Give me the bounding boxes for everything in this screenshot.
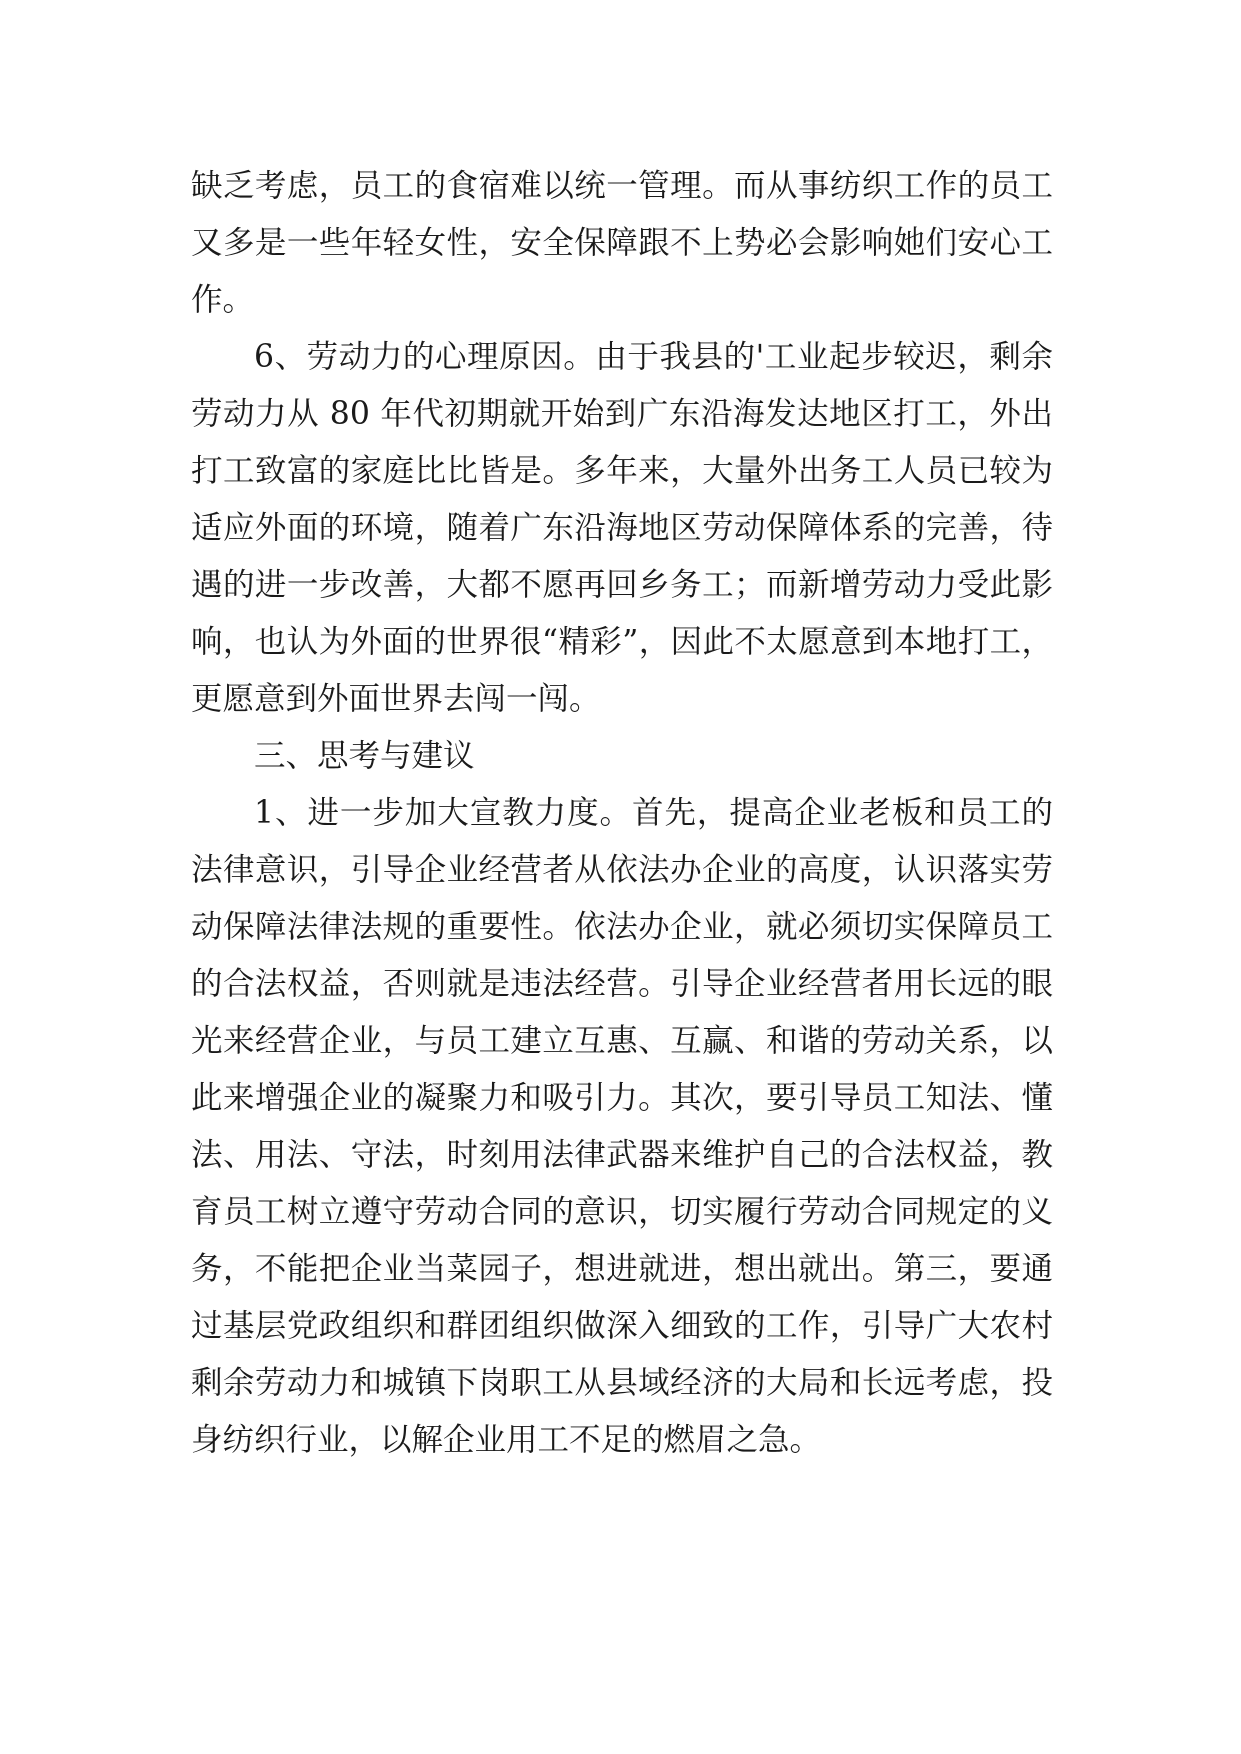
document-body: [191, 158, 1053, 1469]
section-heading: 三、思考与建议: [254, 738, 475, 774]
paragraph-labor-psychology: 6、劳动力的心理原因。由于我县的'工业起步较迟，剩余劳动力从 80 年代初期就开始到广东沿海发达地区打工，外出打工致富的家庭比比皆是。多年来，大量外出务工人员已较为适应外面的环境，随着广东沿海地区劳动保障体系的完善，待遇的进一步改善，大都不愿再回乡务工；而新增劳动力受此影响，也认为外面的世界很“精彩”，因此不太愿意到本地打工，更愿意到外面世界去闯一闯。: [191, 339, 1053, 717]
paragraph-education-promotion: 1、进一步加大宣教力度。首先，提高企业老板和员工的法律意识，引导企业经营者从依法办企业的高度，认识落实劳动保障法律法规的重要性。依法办企业，就必须切实保障员工的合法权益，否则就是违法经营。引导企业经营者用长远的眼光来经营企业，与员工建立互惠、互赢、和谐的劳动关系，以此来增强企业的凝聚力和吸引力。其次，要引导员工知法、懂法、用法、守法，时刻用法律武器来维护自己的合法权益，教育员工树立遵守劳动合同的意识，切实履行劳动合同规定的义务，不能把企业当菜园子，想进就进，想出就出。第三，要通过基层党政组织和群团组织做深入细致的工作，引导广大农村剩余劳动力和城镇下岗职工从县域经济的大局和长远考虑，投身纺织行业，以解企业用工不足的燃眉之急。: [191, 795, 1053, 1458]
paragraph-continuation: 缺乏考虑，员工的食宿难以统一管理。而从事纺织工作的员工又多是一些年轻女性，安全保障跟不上势必会影响她们安心工作。: [191, 168, 1053, 318]
